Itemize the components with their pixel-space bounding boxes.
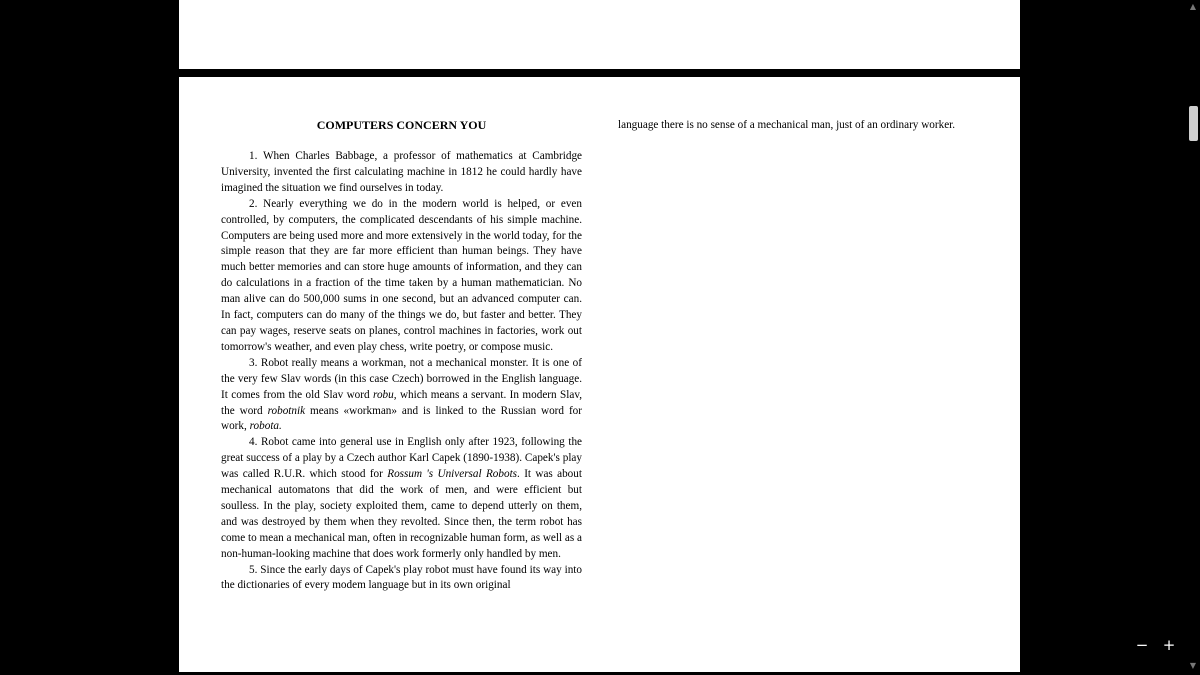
italic-rur-title: Rossum 's Universal Robots — [387, 468, 518, 481]
left-column — [221, 117, 582, 594]
document-page — [179, 77, 1020, 672]
paragraph-5: 5. Since the early days of Capek's play robot must have found its way into the dictionaries of every modem language but in its own original — [221, 563, 582, 592]
paragraph-3-text-b: which means a servant. In modern Slav, the word — [221, 388, 582, 417]
italic-robota: robota. — [249, 420, 282, 433]
paragraph-5-continuation: language there is no sense of a mechanical man, just of an ordinary worker. — [618, 119, 956, 131]
right-column — [618, 117, 979, 134]
paragraph-3-text-c: means «workman» and is linked to the Russian word for work, — [221, 404, 582, 433]
paragraph-1: 1. When Charles Babbage, a professor of mathematics at Cambridge University, invented the first calculating machine in 1812 he could hardly have imagined the situation we find ourselves in today. — [221, 150, 582, 194]
paragraph-2: 2. Nearly everything we do in the modern world is helped, or even controlled, by computers, the complicated descendants of his simple machine. Computers are being used more and more extensively in the world today, for the simple reason that they are far more efficient than human beings. They have much better memories and can store huge amounts of information, and they can do calculations in a fraction of the time taken by a human mathematician. No man alive can do 500,000 sums in one second, but an advanced computer can. In fact, computers can do many of the things we do, but faster and better. They can pay wages, reserve seats on planes, control machines in factories, work out tomorrow's weather, and even play chess, write poetry, or compose music. — [221, 197, 582, 353]
paragraph-3 — [221, 356, 582, 436]
scroll-down-arrow-icon[interactable]: ▼ — [1189, 661, 1197, 670]
vertical-scrollbar[interactable] — [1186, 0, 1200, 675]
page-title: COMPUTERS CONCERN YOU — [316, 118, 487, 132]
paragraph-4-text-a: 4. Robot came into general use in English only after 1923, following the great success of a play by a Czech author Karl Capek (1890-1938). Capek's play was called R.U.R. which stood for — [221, 436, 582, 481]
italic-robotnik: robotnik — [267, 404, 306, 417]
italic-robu: robu, — [373, 388, 397, 401]
paragraph-3-text-a: 3. Robot really means a workman, not a mechanical monster. It is one of the very few Slav words (in this case Czech) borrowed in the English language. It comes from the old Slav word — [221, 356, 582, 401]
zoom-out-button[interactable]: − — [1135, 636, 1149, 654]
scroll-up-arrow-icon[interactable]: ▲ — [1189, 2, 1197, 11]
zoom-in-button[interactable]: + — [1162, 636, 1176, 654]
paragraph-4-text-b: . It was about mechanical automatons that did the work of men, and were efficient but soulless. In the play, society exploited them, came to depend utterly on them, and was destroyed by them when they revolted. Since then, the term robot has come to mean a mechanical man, often in recognizable human form, as well as a non-human-looking machine that does work formerly only handled by men. — [221, 468, 582, 560]
scroll-thumb[interactable] — [1189, 106, 1198, 141]
previous-page — [179, 0, 1020, 69]
paragraph-4 — [221, 435, 582, 562]
